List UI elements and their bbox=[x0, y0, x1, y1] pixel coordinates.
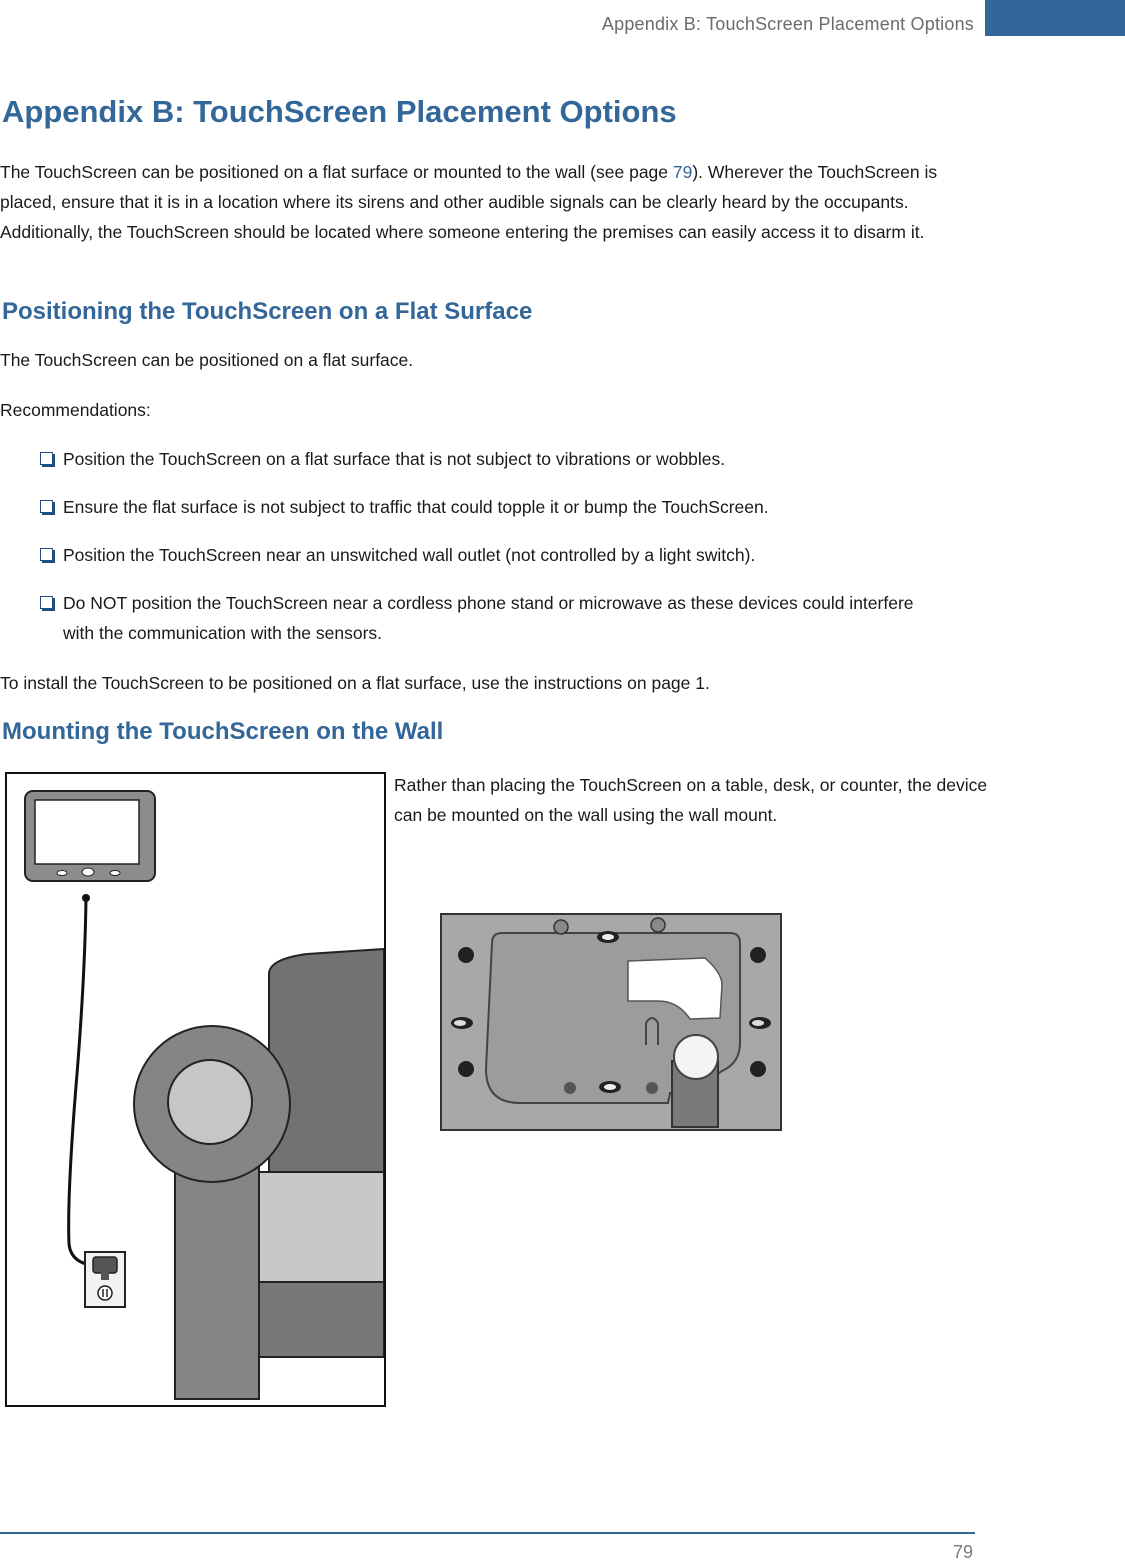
wall-mount-text: Rather than placing the TouchScreen on a table, desk, or counter, the device can be mounted on the wall using the wall mount. bbox=[394, 775, 988, 825]
recommendation-item bbox=[40, 588, 940, 648]
section-heading-flat-surface: Positioning the TouchScreen on a Flat Surface bbox=[2, 298, 533, 325]
wall-scene-drawing bbox=[7, 774, 384, 1405]
recommendation-text: Ensure the flat surface is not subject to traffic that could topple it or bump the TouchScreen. bbox=[63, 497, 769, 517]
recommendation-text: Position the TouchScreen on a flat surface that is not subject to vibrations or wobbles. bbox=[63, 449, 726, 469]
recommendation-item bbox=[40, 444, 940, 474]
intro-text-start: The TouchScreen can be positioned on a flat surface or mounted to the wall (see page bbox=[0, 162, 673, 182]
page-number: 79 bbox=[952, 1542, 973, 1562]
checkbox-bullet-icon bbox=[40, 500, 53, 513]
checkbox-bullet-icon bbox=[40, 452, 53, 465]
recommendation-item bbox=[40, 492, 940, 522]
wall-mount-bracket-illustration bbox=[440, 913, 782, 1131]
page-title: Appendix B: TouchScreen Placement Options bbox=[2, 94, 677, 129]
recommendation-text: Position the TouchScreen near an unswitched wall outlet (not controlled by a light switch). bbox=[63, 545, 756, 565]
intro-text-end: ). Wherever the TouchScreen is placed, ensure that it is in a location where its sirens and other audible signals can be clearly heard by the occupants. Additionally, the TouchScreen should be located where someone entering the premises can easily access it to disarm it. bbox=[0, 162, 938, 242]
footer-rule bbox=[0, 1532, 975, 1534]
intro-paragraph bbox=[0, 157, 970, 247]
install-note: To install the TouchScreen to be positioned on a flat surface, use the instructions on page 1. bbox=[0, 673, 710, 693]
checkbox-bullet-icon bbox=[40, 596, 53, 609]
checkbox-bullet-icon bbox=[40, 548, 53, 561]
recommendations-label: Recommendations: bbox=[0, 400, 151, 420]
header-accent-bar bbox=[985, 0, 1125, 36]
wall-mount-drawing bbox=[440, 913, 782, 1131]
recommendation-item bbox=[40, 540, 940, 570]
flat-surface-lead: The TouchScreen can be positioned on a flat surface. bbox=[0, 350, 414, 370]
wall-mounted-touchscreen-illustration bbox=[5, 772, 386, 1407]
section-heading-wall-mount: Mounting the TouchScreen on the Wall bbox=[2, 718, 444, 745]
recommendation-text: Do NOT position the TouchScreen near a cordless phone stand or microwave as these devices could interfere with the communication with the sensors. bbox=[63, 593, 914, 643]
page-reference-link[interactable]: 79 bbox=[672, 162, 693, 182]
running-header: Appendix B: TouchScreen Placement Options bbox=[601, 14, 974, 34]
